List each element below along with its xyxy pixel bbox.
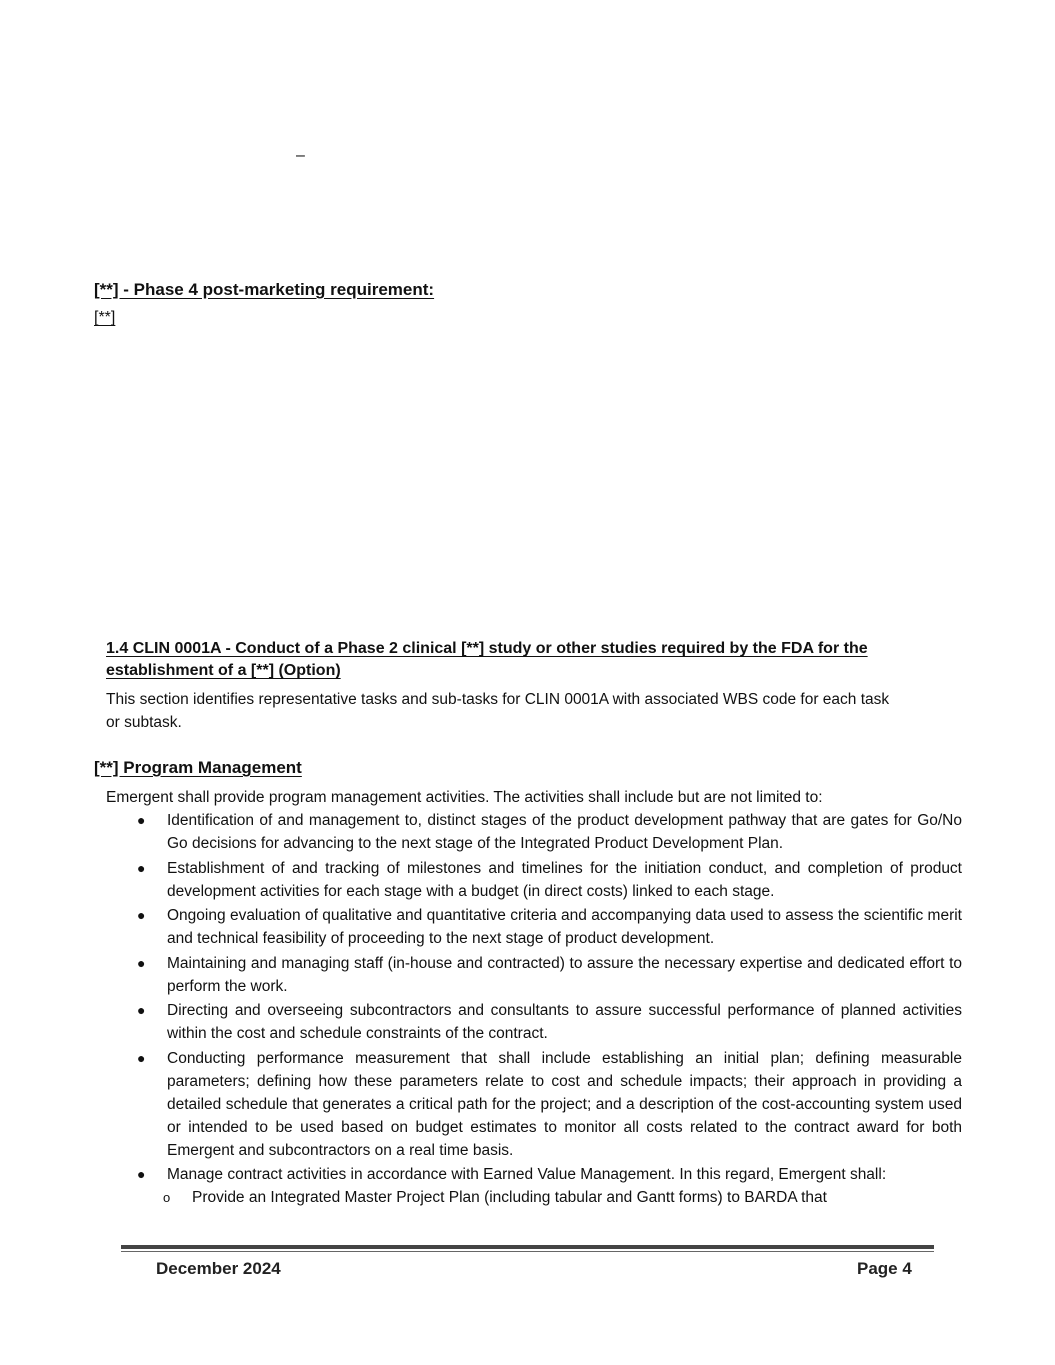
list-item-text: Ongoing evaluation of qualitative and quantitative criteria and accompanying data used to assess the scientific merit and technical feasibility of proceeding to the next stage of product development.	[167, 907, 962, 947]
list-item-text: Manage contract activities in accordance with Earned Value Management. In this regard, Emergent shall:	[167, 1166, 887, 1183]
bullet-icon: ●	[137, 1166, 146, 1182]
clin-intro-paragraph: This section identifies representative tasks and sub-tasks for CLIN 0001A with associated WBS code for each task or subtask.	[106, 691, 890, 731]
footer-rule-thin	[121, 1251, 934, 1252]
list-item-text: Conducting performance measurement that shall include establishing an initial plan; defining measurable parameters; defining how these parameters relate to cost and schedule impacts; their approach in providing a detailed schedule that generates a critical path for the project; and a description of the cost-accounting system used or intended to be used based on budget estimates to monitor all costs related to the contract award for both Emergent and subcontractors on a real time basis.	[167, 1049, 962, 1159]
bullet-icon: ●	[137, 812, 146, 828]
program-management-heading: [**] Program Management	[94, 758, 302, 777]
list-item-text: Establishment of and tracking of milestones and timelines for the initiation conduct, and completion of product development activities for each stage with a budget (in direct costs) linked to each stage.	[167, 859, 962, 900]
phase4-heading: [**] - Phase 4 post-marketing requirement:	[94, 280, 435, 299]
sub-list-item-text: Provide an Integrated Master Project Plan (including tabular and Gantt forms) to BARDA that	[192, 1189, 827, 1206]
list-item-text: Identification of and management to, distinct stages of the product development pathway that are gates for Go/No Go decisions for advancing to the next stage of the Integrated Product Development Plan.	[167, 812, 962, 852]
bullet-icon: ●	[137, 907, 146, 923]
list-item	[130, 904, 962, 950]
stray-dash: –	[296, 147, 305, 164]
list-item-text: Maintaining and managing staff (in-house and contracted) to assure the necessary expertise and dedicated effort to perform the work.	[167, 954, 962, 995]
list-item	[130, 1163, 962, 1209]
list-item	[130, 999, 962, 1045]
bullet-icon: ●	[137, 954, 146, 971]
footer-page-number: Page 4	[857, 1259, 912, 1278]
list-item	[130, 857, 962, 903]
list-item	[130, 952, 962, 998]
list-item	[130, 809, 962, 855]
sub-list-item	[130, 1186, 962, 1209]
footer-rule	[121, 1245, 934, 1249]
list-item	[130, 1047, 962, 1162]
clin-section-heading: 1.4 CLIN 0001A - Conduct of a Phase 2 clinical [**] study or other studies required by the FDA for the establishment of a [**] (Option)	[106, 640, 868, 679]
hollow-bullet-icon: o	[163, 1190, 171, 1205]
bullet-icon: ●	[137, 859, 146, 876]
sub-list	[163, 1186, 962, 1209]
bullet-icon: ●	[137, 1049, 146, 1066]
bullet-icon: ●	[137, 1002, 146, 1018]
list-item-text: Directing and overseeing subcontractors and consultants to assure successful performance of planned activities within the cost and schedule constraints of the contract.	[167, 1002, 962, 1042]
program-management-list	[130, 809, 962, 1211]
phase4-subheading: [**]	[94, 309, 116, 326]
footer-date: December 2024	[156, 1259, 281, 1278]
program-management-intro: Emergent shall provide program management activities. The activities shall include but are not limited to:	[106, 789, 823, 806]
